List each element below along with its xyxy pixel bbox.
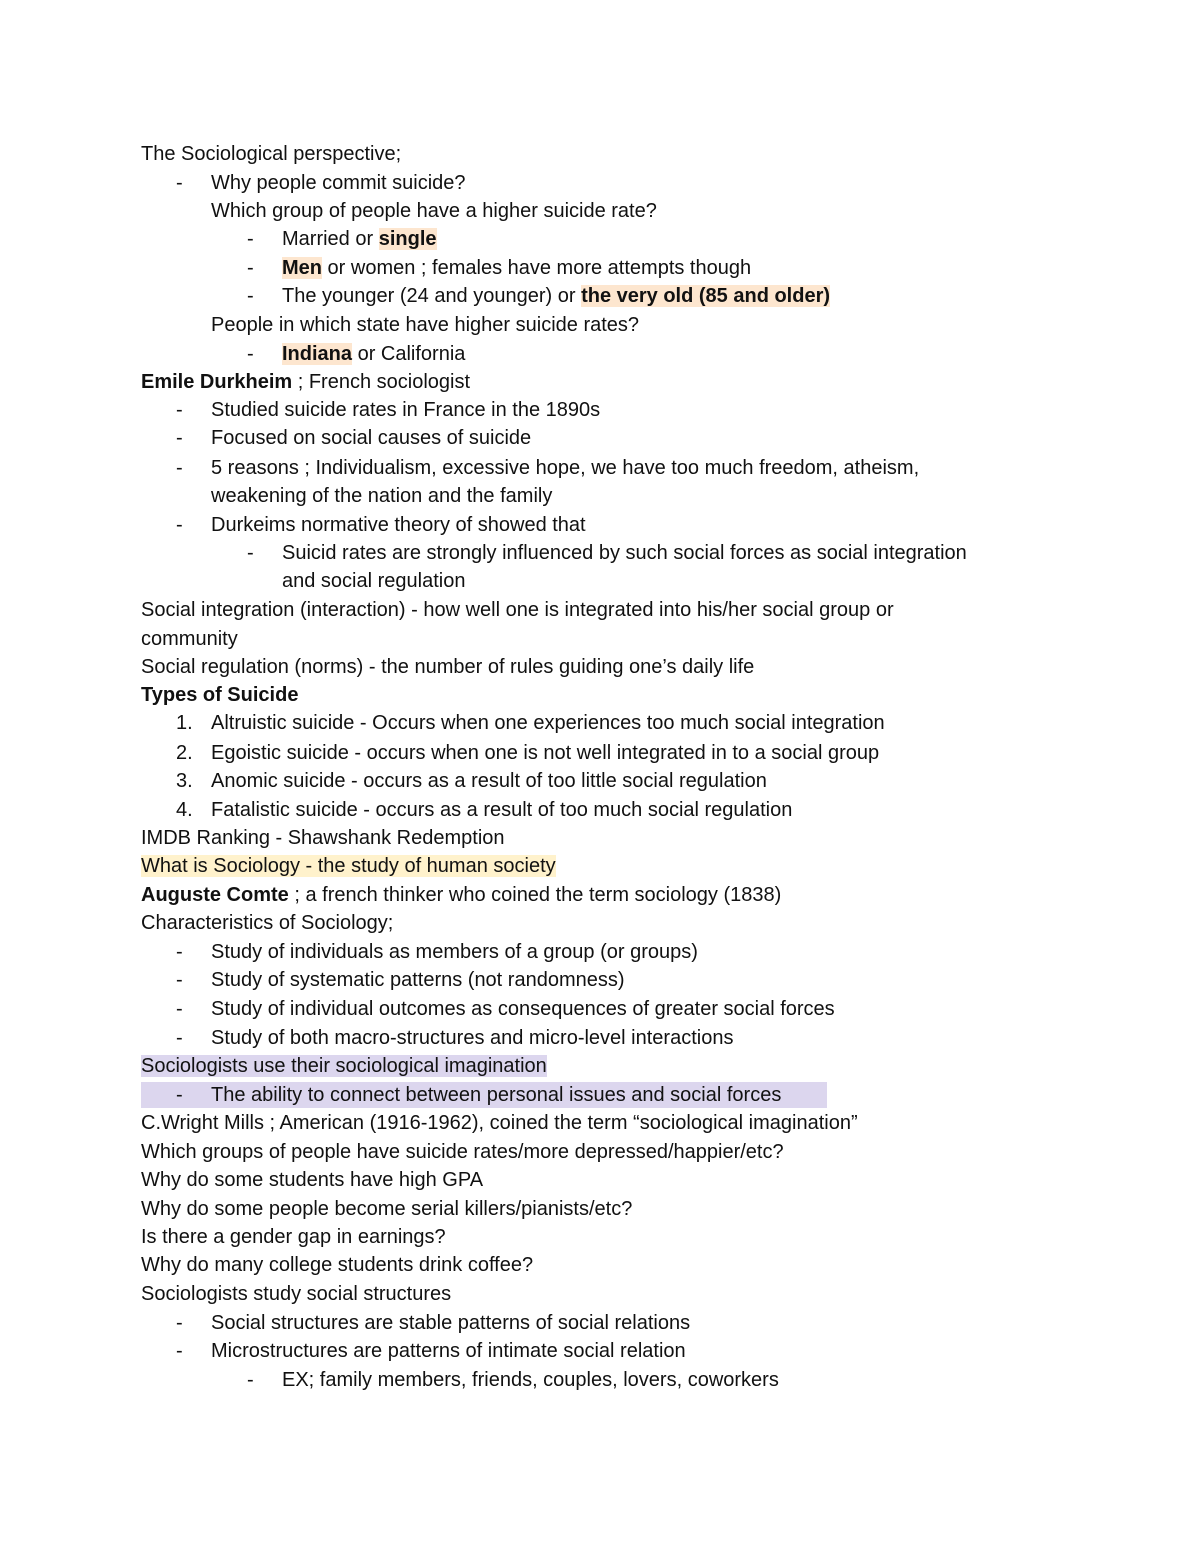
bullet-dash: - — [247, 257, 254, 279]
bullet-dash: - — [176, 1084, 183, 1106]
text-segment: Egoistic suicide - occurs when one is not well integrated in to a social group — [211, 742, 880, 764]
text-segment: Durkeims normative theory of showed that — [211, 514, 586, 536]
list-number: 3. — [176, 770, 193, 792]
bullet-dash: - — [176, 998, 183, 1020]
bullet-dash: - — [176, 941, 183, 963]
text-line — [141, 1052, 547, 1080]
text-segment: People in which state have higher suicide rates? — [211, 314, 640, 336]
list-number: 2. — [176, 742, 193, 764]
text-segment: Sociologists study social structures — [141, 1283, 452, 1305]
text-segment: weakening of the nation and the family — [211, 485, 553, 507]
text-line — [282, 567, 465, 595]
text-segment: Anomic suicide - occurs as a result of too little social regulation — [211, 770, 767, 792]
text-segment: and social regulation — [282, 570, 466, 592]
text-line — [211, 169, 466, 197]
text-segment: The younger (24 and younger) or — [282, 285, 582, 307]
text-line — [141, 1280, 451, 1308]
text-line — [211, 966, 625, 994]
text-line — [211, 709, 885, 737]
text-segment: Married or — [282, 228, 379, 250]
text-segment: EX; family members, friends, couples, lovers, coworkers — [282, 1369, 779, 1391]
text-segment: or California — [352, 343, 466, 365]
text-line — [211, 1081, 781, 1109]
text-segment: Focused on social causes of suicide — [211, 427, 532, 449]
text-line — [211, 1309, 690, 1337]
text-line — [141, 852, 556, 880]
text-line — [282, 225, 437, 253]
text-line — [141, 1195, 632, 1223]
text-segment: Studied suicide rates in France in the 1890s — [211, 399, 601, 421]
text-segment: Which groups of people have suicide rates/more depressed/happier/etc? — [141, 1141, 784, 1163]
text-line — [211, 767, 767, 795]
bold-text: Auguste Comte — [141, 884, 289, 906]
bullet-dash: - — [176, 399, 183, 421]
highlighted-text: the very old (85 and older) — [581, 285, 831, 307]
text-segment: Suicid rates are strongly influenced by such social forces as social integration — [282, 542, 967, 564]
text-segment: Social structures are stable patterns of social relations — [211, 1312, 691, 1334]
text-line — [141, 1223, 446, 1251]
text-line — [141, 1109, 858, 1137]
highlighted-text: Indiana — [282, 343, 353, 365]
text-line — [211, 1024, 733, 1052]
bullet-dash: - — [176, 1312, 183, 1334]
text-line — [211, 197, 657, 225]
highlighted-text: What is Sociology - the study of human society — [141, 855, 556, 877]
text-segment: Study of systematic patterns (not randomness) — [211, 969, 625, 991]
text-line — [141, 1166, 483, 1194]
text-segment: Is there a gender gap in earnings? — [141, 1226, 446, 1248]
text-line — [211, 396, 600, 424]
text-line — [141, 1251, 533, 1279]
text-line — [282, 539, 967, 567]
text-segment: or women ; females have more attempts though — [322, 257, 752, 279]
text-line — [211, 511, 586, 539]
text-segment: Why do many college students drink coffee? — [141, 1254, 534, 1276]
text-line — [282, 1366, 779, 1394]
bullet-dash: - — [176, 1340, 183, 1362]
text-segment: Why people commit suicide? — [211, 172, 466, 194]
text-line — [141, 1138, 784, 1166]
text-line — [211, 739, 879, 767]
text-line — [282, 254, 751, 282]
text-segment: The Sociological perspective; — [141, 143, 402, 165]
bullet-dash: - — [247, 1369, 254, 1391]
text-line — [141, 824, 505, 852]
text-line — [141, 909, 393, 937]
text-line — [211, 1337, 686, 1365]
text-segment: Microstructures are patterns of intimate social relation — [211, 1340, 686, 1362]
highlighted-text: Men — [282, 257, 322, 279]
text-line — [211, 995, 835, 1023]
text-line — [141, 625, 238, 653]
text-line — [282, 282, 830, 310]
text-line — [211, 938, 698, 966]
highlighted-text: single — [378, 228, 437, 250]
text-line — [141, 881, 781, 909]
text-segment: Fatalistic suicide - occurs as a result of too much social regulation — [211, 799, 793, 821]
bullet-dash: - — [176, 457, 183, 479]
bullet-dash: - — [176, 427, 183, 449]
bullet-dash: - — [176, 1027, 183, 1049]
text-line — [211, 796, 792, 824]
text-segment: C.Wright Mills ; American (1916-1962), coined the term “sociological imagination” — [141, 1112, 858, 1134]
list-number: 1. — [176, 712, 193, 734]
list-number: 4. — [176, 799, 193, 821]
bullet-dash: - — [247, 285, 254, 307]
text-segment: Altruistic suicide - Occurs when one experiences too much social integration — [211, 712, 885, 734]
text-line — [211, 424, 531, 452]
text-segment: Which group of people have a higher suicide rate? — [211, 200, 657, 222]
text-line — [211, 311, 639, 339]
bullet-dash: - — [176, 514, 183, 536]
text-line — [211, 454, 919, 482]
text-segment: Study of both macro-structures and micro-level interactions — [211, 1027, 734, 1049]
text-segment: Study of individual outcomes as consequences of greater social forces — [211, 998, 835, 1020]
text-segment: Characteristics of Sociology; — [141, 912, 394, 934]
text-segment: ; French sociologist — [292, 371, 471, 393]
text-line — [282, 340, 465, 368]
text-segment: Study of individuals as members of a group (or groups) — [211, 941, 698, 963]
bullet-dash: - — [247, 343, 254, 365]
text-segment: IMDB Ranking - Shawshank Redemption — [141, 827, 505, 849]
text-segment: 5 reasons ; Individualism, excessive hope, we have too much freedom, atheism, — [211, 457, 920, 479]
text-line — [141, 368, 470, 396]
bullet-dash: - — [176, 172, 183, 194]
text-line — [141, 140, 401, 168]
text-segment: Why do some people become serial killers/pianists/etc? — [141, 1198, 633, 1220]
bullet-dash: - — [176, 969, 183, 991]
text-segment: Why do some students have high GPA — [141, 1169, 484, 1191]
highlighted-text: The ability to connect between personal issues and social forces — [211, 1084, 782, 1106]
highlighted-text: Sociologists use their sociological imagination — [141, 1055, 547, 1077]
text-line — [211, 482, 552, 510]
text-segment: Social regulation (norms) - the number of rules guiding one’s daily life — [141, 656, 755, 678]
bold-text: Types of Suicide — [141, 684, 299, 706]
text-segment: community — [141, 628, 238, 650]
text-line — [141, 596, 894, 624]
text-line — [141, 653, 754, 681]
bold-text: Emile Durkheim — [141, 371, 293, 393]
text-segment: ; a french thinker who coined the term sociology (1838) — [288, 884, 782, 906]
bullet-dash: - — [247, 542, 254, 564]
bullet-dash: - — [247, 228, 254, 250]
text-segment: Social integration (interaction) - how well one is integrated into his/her social group or — [141, 599, 894, 621]
text-line — [141, 681, 298, 709]
